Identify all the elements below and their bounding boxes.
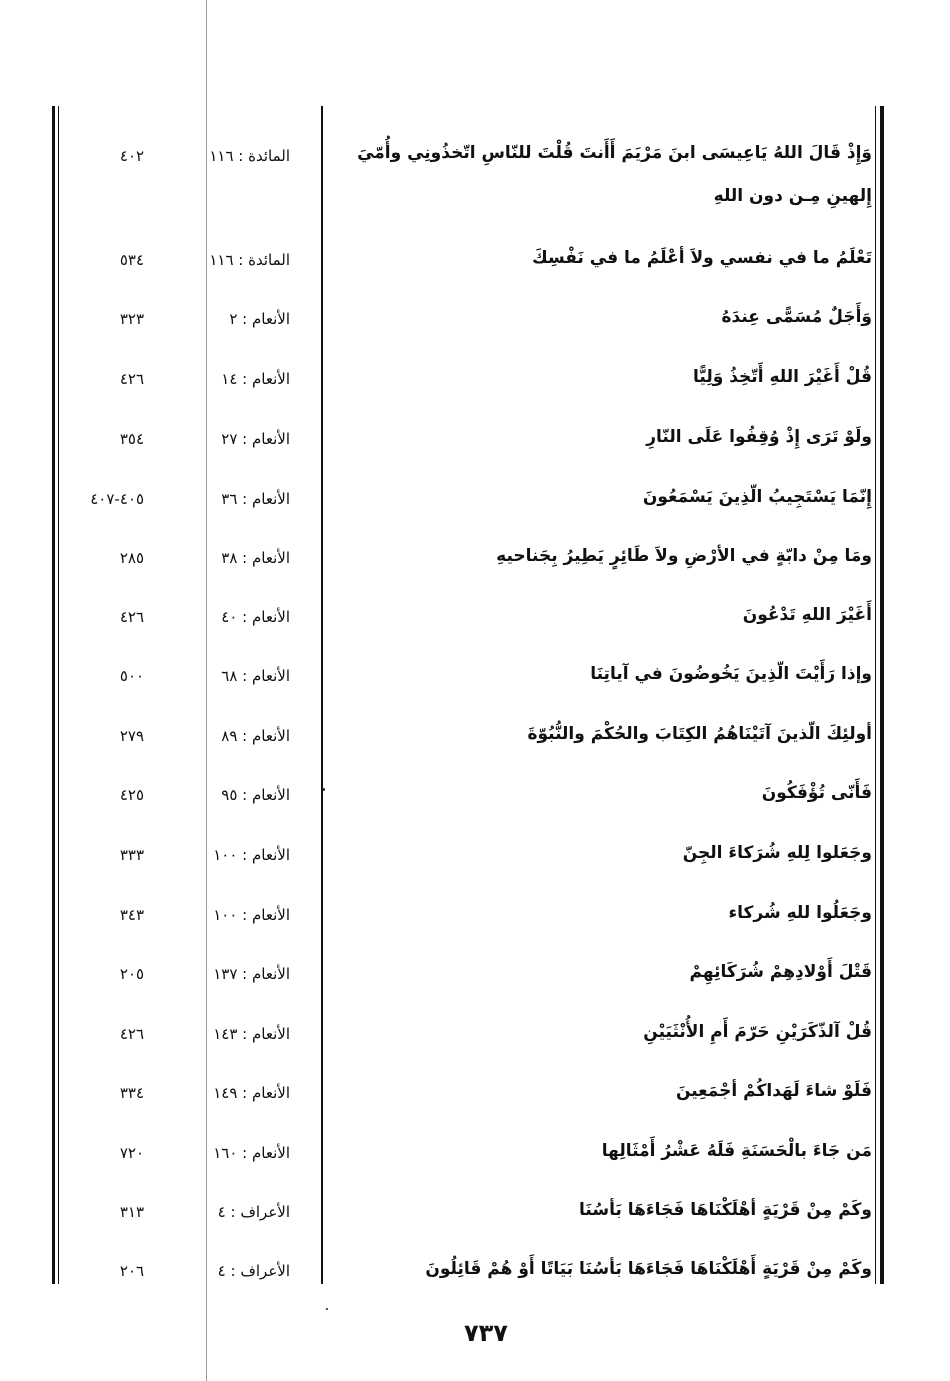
table-row xyxy=(0,1137,950,1177)
page-number: ٧٣٧ xyxy=(464,1319,508,1347)
page-reference: ٤٢٦ xyxy=(119,370,144,388)
surah-reference: الأعراف : ٤ xyxy=(217,1203,290,1221)
table-row xyxy=(0,1196,950,1236)
verse-text: فَلَوْ شاءَ لَهَداكُمْ أجْمَعِينَ xyxy=(675,1081,872,1101)
table-row xyxy=(0,483,950,523)
page-reference: ٤٠٢ xyxy=(119,147,144,165)
page-reference: ٣٥٤ xyxy=(119,430,144,448)
table-row xyxy=(0,1018,950,1058)
table-row xyxy=(0,899,950,939)
surah-reference: الأنعام : ٩٥ xyxy=(221,786,290,804)
surah-reference: الأنعام : ٦٨ xyxy=(221,667,290,685)
scan-speck xyxy=(326,1308,328,1310)
table-row xyxy=(0,958,950,998)
page-reference: ٣٤٣ xyxy=(119,906,144,924)
table-row xyxy=(0,839,950,879)
page-reference: ٤٢٦ xyxy=(119,1025,144,1043)
surah-reference: الأنعام : ٣٦ xyxy=(221,490,290,508)
verse-text: قُلْ أَغَيْرَ اللهِ أَتّخِذُ وَلِيًّا xyxy=(693,367,872,387)
table-row xyxy=(0,720,950,760)
surah-reference: المائدة : ١١٦ xyxy=(209,147,290,165)
page-reference: ٥٠٠ xyxy=(119,667,144,685)
page-reference: ٤٢٥ xyxy=(119,786,144,804)
scan-speck xyxy=(322,788,325,791)
surah-reference: الأنعام : ٨٩ xyxy=(221,727,290,745)
page-reference: ٢٧٩ xyxy=(119,727,144,745)
surah-reference: الأنعام : ١٣٧ xyxy=(213,965,290,983)
verse-text: تَعْلَمُ ما في نفسي ولاَ أعْلَمُ ما في نَفْسِكَ xyxy=(532,248,872,268)
verse-text: إِنّمَا يَسْتَجِيبُ الّذِينَ يَسْمَعُونَ xyxy=(642,487,872,507)
surah-reference: الأنعام : ١٤ xyxy=(221,370,290,388)
verse-text: وَأَجَلٌ مُسَمًّى عِندَهُ xyxy=(721,307,872,327)
verse-text: وَإِذْ قَالَ اللهُ يَاعِيسَى ابنَ مَرْيَمَ أَأَنتَ قُلْتَ للنّاسِ اتّخذُونِي وأُمّيَ إِلهينِ مِـن دون اللهِ xyxy=(357,143,872,206)
page-reference: ٣٣٣ xyxy=(119,846,144,864)
table-row xyxy=(0,244,950,284)
page-reference: ٣٣٤ xyxy=(119,1084,144,1102)
table-row xyxy=(0,660,950,700)
surah-reference: الأنعام : ١٠٠ xyxy=(213,906,290,924)
surah-reference: الأنعام : ٣٨ xyxy=(221,549,290,567)
verse-text: أَغَيْرَ اللهِ تَدْعُونَ xyxy=(742,605,872,625)
page-reference: ٢٠٦ xyxy=(119,1262,144,1280)
table-row xyxy=(0,303,950,343)
page-reference: ٣٢٣ xyxy=(119,310,144,328)
surah-reference: الأنعام : ١٦٠ xyxy=(213,1144,290,1162)
table-row xyxy=(0,601,950,641)
table-row xyxy=(0,363,950,403)
table-row xyxy=(0,542,950,582)
page-reference: ٤٢٦ xyxy=(119,608,144,626)
verse-text: وجَعَلوا لِلهِ شُرَكاءَ الجِنّ xyxy=(682,843,872,863)
verse-text: ومَا مِنْ دابّةٍ في الأرْضِ ولاَ طَائِرٍ يَطِيرُ بِجَناحيهِ xyxy=(496,546,872,566)
surah-reference: الأنعام : ٢٧ xyxy=(221,430,290,448)
table-row xyxy=(0,1255,950,1295)
surah-reference: الأنعام : ١٤٩ xyxy=(213,1084,290,1102)
verse-text: وإذا رَأَيْتَ الّذِينَ يَخُوضُونَ في آياتِنَا xyxy=(590,664,872,684)
page-reference: ٥٣٤ xyxy=(119,251,144,269)
verse-text: وجَعَلُوا للهِ شُركاء xyxy=(728,903,872,923)
table-row xyxy=(0,423,950,463)
surah-reference: الأنعام : ١٤٣ xyxy=(213,1025,290,1043)
verse-text: وكَمْ مِنْ قَرْيَةٍ أَهْلَكْنَاهَا فَجَاءَهَا بَأسُنَا بَيَاتًا أَوْ هُمْ قَائِلُونَ xyxy=(425,1259,872,1279)
table-row xyxy=(0,1077,950,1117)
surah-reference: الأنعام : ٤٠ xyxy=(221,608,290,626)
surah-reference: الأنعام : ١٠٠ xyxy=(213,846,290,864)
verse-text: قُلْ آلذّكَرَيْنِ حَرّمَ أَمِ الأُنْثَيَيْنِ xyxy=(643,1022,872,1042)
page-reference: ٤٠٥-٤٠٧ xyxy=(90,490,144,508)
verse-text: قَتْلَ أَوْلادِهِمْ شُرَكَائِهِمْ xyxy=(689,962,872,982)
page-reference: ٢٠٥ xyxy=(119,965,144,983)
page-reference: ٣١٣ xyxy=(119,1203,144,1221)
verse-text: فَأَنّى تُؤْفَكُونَ xyxy=(761,783,872,803)
table-row xyxy=(0,779,950,819)
surah-reference: الأنعام : ٢ xyxy=(229,310,290,328)
verse-text: مَن جَاءَ بالْحَسَنَةِ فَلَهُ عَشْرُ أَمْثَالِها xyxy=(601,1141,872,1161)
surah-reference: المائدة : ١١٦ xyxy=(209,251,290,269)
table-row xyxy=(0,140,950,206)
verse-text: أولئِكَ الّذينَ آتَيْنَاهُمُ الكِتَابَ والحُكْمَ والنُّبُوّةَ xyxy=(527,724,872,744)
verse-text: وكَمْ مِنْ قَرْيَةٍ أهْلَكْنَاهَا فَجَاءَهَا بَأسُنَا xyxy=(579,1200,872,1220)
page-reference: ٧٢٠ xyxy=(119,1144,144,1162)
surah-reference: الأعراف : ٤ xyxy=(217,1262,290,1280)
page-reference: ٢٨٥ xyxy=(119,549,144,567)
verse-text: ولَوْ تَرَى إِذْ وُقِفُوا عَلَى النّارِ xyxy=(646,427,872,447)
